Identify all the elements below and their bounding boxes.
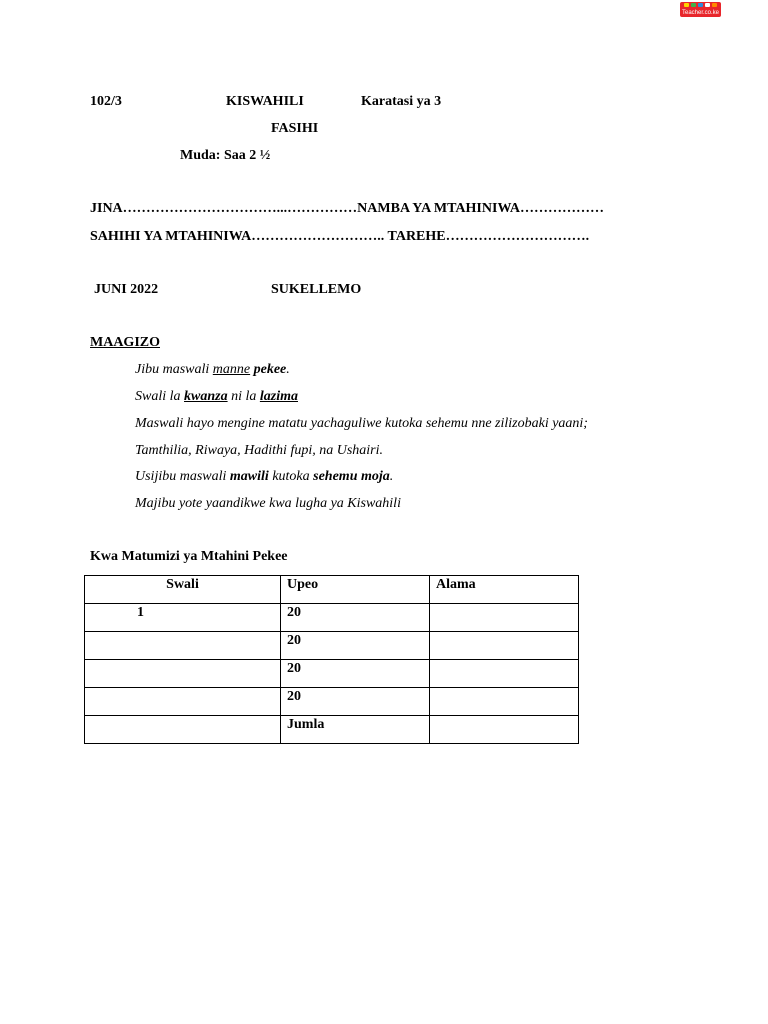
table-row [85, 604, 579, 632]
instruction-5-end: . [389, 469, 394, 484]
cell-swali [85, 688, 281, 716]
instruction-2-text: Swali la [135, 389, 185, 404]
teacher-logo [680, 2, 721, 17]
cell-total-alama[interactable] [430, 716, 579, 744]
instruction-2-bold-1: kwanza [184, 389, 228, 404]
table-header-row [85, 576, 579, 604]
instruction-line-3: Maswali hayo mengine matatu yachaguliwe kutoka sehemu nne zilizobaki yaani; [135, 416, 588, 431]
logo-mark [684, 3, 717, 7]
name-field-line: JINA……………………………...……………NAMBA YA MTAHINIWA……………… [90, 201, 605, 216]
instruction-5-bold-1: mawili [229, 469, 269, 484]
instruction-5-text: Usijibu maswali [135, 469, 230, 484]
header-alama: Alama [430, 576, 579, 604]
cell-alama[interactable] [430, 632, 579, 660]
instruction-5-mid: kutoka [268, 469, 314, 484]
instruction-line-2 [135, 389, 298, 405]
topic-title: FASIHI [271, 121, 319, 136]
table-row [85, 688, 579, 716]
cell-upeo: 20 [281, 688, 430, 716]
logo-text: Teacher.co.ke [681, 10, 720, 16]
table-caption: Kwa Matumizi ya Mtahini Pekee [90, 549, 288, 564]
cell-swali [85, 660, 281, 688]
cell-swali: 1 [85, 604, 281, 632]
paper-code: 102/3 [90, 94, 122, 109]
cell-upeo: 20 [281, 604, 430, 632]
table-row [85, 632, 579, 660]
cell-alama[interactable] [430, 688, 579, 716]
instruction-line-6: Majibu yote yaandikwe kwa lugha ya Kiswahili [135, 496, 401, 511]
instruction-line-5 [135, 469, 393, 485]
cell-swali [85, 632, 281, 660]
subject-title: KISWAHILI [226, 94, 304, 109]
cell-alama[interactable] [430, 660, 579, 688]
marks-table [84, 575, 579, 744]
instructions-heading: MAAGIZO [90, 335, 160, 350]
instruction-line-1 [135, 362, 290, 378]
instruction-1-emph: manne [212, 362, 251, 377]
table-row [85, 660, 579, 688]
header-upeo: Upeo [281, 576, 430, 604]
cell-swali [85, 716, 281, 744]
cell-upeo: 20 [281, 632, 430, 660]
cell-upeo: 20 [281, 660, 430, 688]
instruction-2-bold-2: lazima [259, 389, 298, 404]
cell-alama[interactable] [430, 604, 579, 632]
duration: Muda: Saa 2 ½ [180, 148, 271, 163]
instruction-line-4: Tamthilia, Riwaya, Hadithi fupi, na Ushairi. [135, 443, 384, 458]
paper-number: Karatasi ya 3 [361, 94, 442, 109]
instruction-2-mid: ni la [227, 389, 260, 404]
instruction-1-bold: pekee [253, 362, 287, 377]
instruction-1-text: Jibu maswali [135, 362, 213, 377]
table-total-row [85, 716, 579, 744]
instruction-1-end: . [286, 362, 290, 377]
signature-field-line: SAHIHI YA MTAHINIWA……………………….. TAREHE…………………………. [90, 229, 590, 244]
header-swali: Swali [85, 576, 281, 604]
exam-date: JUNI 2022 [94, 282, 159, 297]
instruction-5-bold-2: sehemu moja [313, 469, 390, 484]
cell-jumla-label: Jumla [281, 716, 430, 744]
exam-name: SUKELLEMO [271, 282, 362, 297]
